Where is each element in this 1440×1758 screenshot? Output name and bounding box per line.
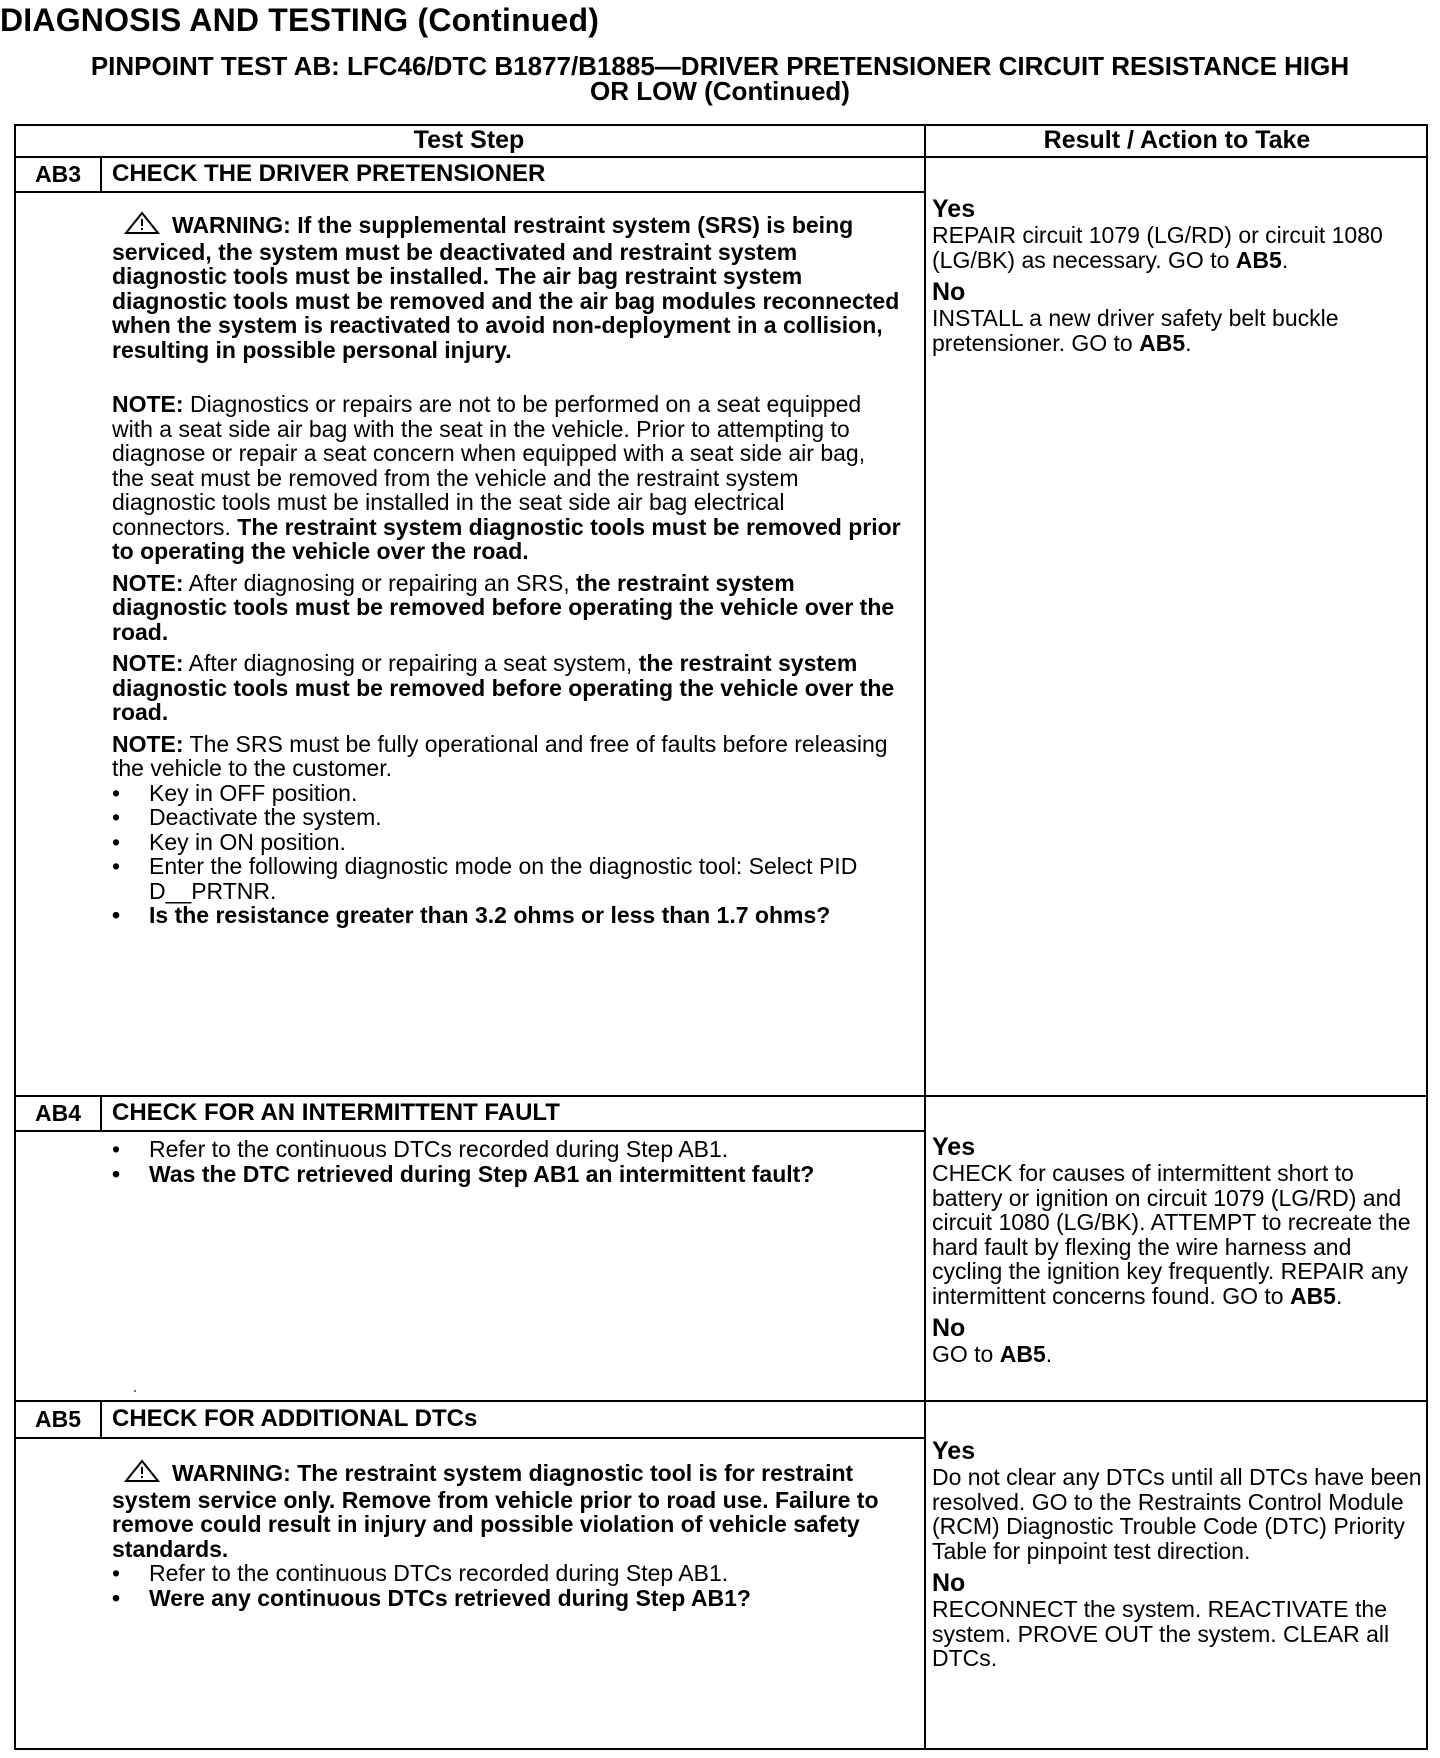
warning-block (112, 1459, 902, 1561)
column-header-test-step: Test Step (413, 126, 525, 154)
result-yes-text: CHECK for causes of intermittent short to battery or ignition on circuit 1079 (LG/RD) and circuit 1080 (LG/BK). ATTEMPT to recreate the hard fault by flexing the wire harness and cycling the ignition key frequently. REPAIR any intermittent concerns found. GO to AB5. (932, 1160, 1411, 1309)
step-title: CHECK THE DRIVER PRETENSIONER (112, 160, 546, 187)
warning-text: WARNING: If the supplemental restraint system (SRS) is being serviced, the system must be deactivated and restraint system diagnostic tools must be installed. The air bag restraint system diagnostic tools must be removed and the air bag modules reconnected when the system is reactivated to avoid non-deployment in a collision, resulting in possible personal injury. (112, 212, 900, 363)
warning-triangle-icon (124, 1459, 160, 1488)
step-result (932, 1133, 1424, 1373)
result-no-text: RECONNECT the system. REACTIVATE the system. PROVE OUT the system. CLEAR all DTCs. (932, 1596, 1390, 1671)
step-id: AB3 (34, 161, 81, 187)
pinpoint-test-title (0, 51, 1440, 106)
bullet-question: • Is the resistance greater than 3.2 ohms or less than 1.7 ohms? (112, 902, 831, 928)
step-result (932, 195, 1424, 361)
step-bullet-list (112, 1561, 902, 1610)
step-title-divider (14, 191, 924, 193)
bullet-item: • Refer to the continuous DTCs recorded during Step AB1. (112, 1136, 729, 1162)
column-header-result: Result / Action to Take (1043, 126, 1311, 154)
step-title: CHECK FOR ADDITIONAL DTCs (112, 1405, 478, 1432)
note-text: After diagnosing or repairing a seat system, (183, 650, 639, 676)
result-no-label: No (932, 278, 966, 306)
step-title-divider (14, 1130, 924, 1132)
warning-block (112, 211, 902, 362)
scan-speck (134, 1390, 136, 1392)
step-id: AB4 (34, 1100, 81, 1126)
note-text: The SRS must be fully operational and free of faults before releasing the vehicle to the customer. (112, 730, 888, 781)
pinpoint-test-title-line2: OR LOW (Continued) (590, 76, 850, 106)
step-instructions (112, 1137, 902, 1186)
result-no-text: GO to AB5. (932, 1341, 1053, 1367)
bullet-item: • Key in OFF position. (112, 779, 358, 806)
note-emphasis: The restraint system diagnostic tools must be removed prior to operating the vehicle over the road. (112, 513, 901, 564)
step-result (932, 1437, 1424, 1677)
result-no-label: No (932, 1569, 966, 1597)
result-yes-text: REPAIR circuit 1079 (LG/RD) or circuit 1080 (LG/BK) as necessary. GO to AB5. (932, 222, 1383, 273)
step-id: AB5 (34, 1406, 81, 1432)
note-label: NOTE: (112, 569, 184, 596)
note-label: NOTE: (112, 730, 184, 757)
note-block (112, 732, 902, 781)
step-bullet-list (112, 781, 902, 928)
note-label: NOTE: (112, 650, 184, 676)
note-label: NOTE: (112, 391, 184, 417)
bullet-question: • Were any continuous DTCs retrieved during Step AB1? (112, 1584, 751, 1611)
page-title: DIAGNOSIS AND TESTING (Continued) (0, 2, 600, 38)
note-block (112, 392, 902, 564)
bullet-question: • Was the DTC retrieved during Step AB1 an intermittent fault? (112, 1160, 815, 1187)
bullet-item: • Key in ON position. (112, 828, 346, 855)
row-divider (14, 1095, 1428, 1097)
row-divider (14, 1400, 1428, 1402)
result-no-text: INSTALL a new driver safety belt buckle pretensioner. GO to AB5. (932, 305, 1339, 356)
step-instructions (112, 211, 902, 928)
note-text: After diagnosing or repairing an SRS, (183, 569, 577, 596)
note-text: Diagnostics or repairs are not to be performed on a seat equipped with a seat side air bag with the seat in the vehicle. Prior to attempting to diagnose or repair a seat concern when equipped with a seat side air bag, the seat must be removed from the vehicle and the restraint system diagnostic tools must be installed in the seat side air bag electrical connectors. (112, 391, 866, 540)
result-yes-label: Yes (932, 1437, 976, 1465)
result-yes-label: Yes (932, 1133, 976, 1161)
step-title-divider (14, 1437, 924, 1439)
warning-text: WARNING: The restraint system diagnostic tool is for restraint system service only. Remove from vehicle prior to road use. Failure to remove could result in injury and possible violation of vehicle safety standards. (112, 1460, 879, 1562)
step-bullet-list (112, 1137, 902, 1186)
header-divider (14, 156, 1428, 158)
note-block (112, 571, 902, 645)
note-emphasis: the restraint system diagnostic tools must be removed before operating the vehicle over the road. (112, 569, 895, 645)
step-title: CHECK FOR AN INTERMITTENT FAULT (112, 1099, 560, 1126)
bullet-item: • Refer to the continuous DTCs recorded during Step AB1. (112, 1560, 729, 1586)
bullet-item: • Deactivate the system. (112, 804, 382, 830)
result-yes-label: Yes (932, 195, 976, 223)
note-block (112, 651, 902, 725)
bullet-item: • Enter the following diagnostic mode on the diagnostic tool: Select PID D__PRTNR. (112, 853, 858, 904)
pinpoint-test-title-line1: PINPOINT TEST AB: LFC46/DTC B1877/B1885—DRIVER PRETENSIONER CIRCUIT RESISTANCE HIGH (90, 51, 1350, 81)
column-divider (924, 124, 926, 1750)
warning-triangle-icon (124, 211, 160, 240)
step-instructions (112, 1459, 902, 1610)
result-no-label: No (932, 1314, 966, 1342)
result-yes-text: Do not clear any DTCs until all DTCs have been resolved. GO to the Restraints Control Module (RCM) Diagnostic Trouble Code (DTC) Priority Table for pinpoint test direction. (932, 1464, 1422, 1564)
note-emphasis: the restraint system diagnostic tools must be removed before operating the vehicle over the road. (112, 650, 895, 725)
